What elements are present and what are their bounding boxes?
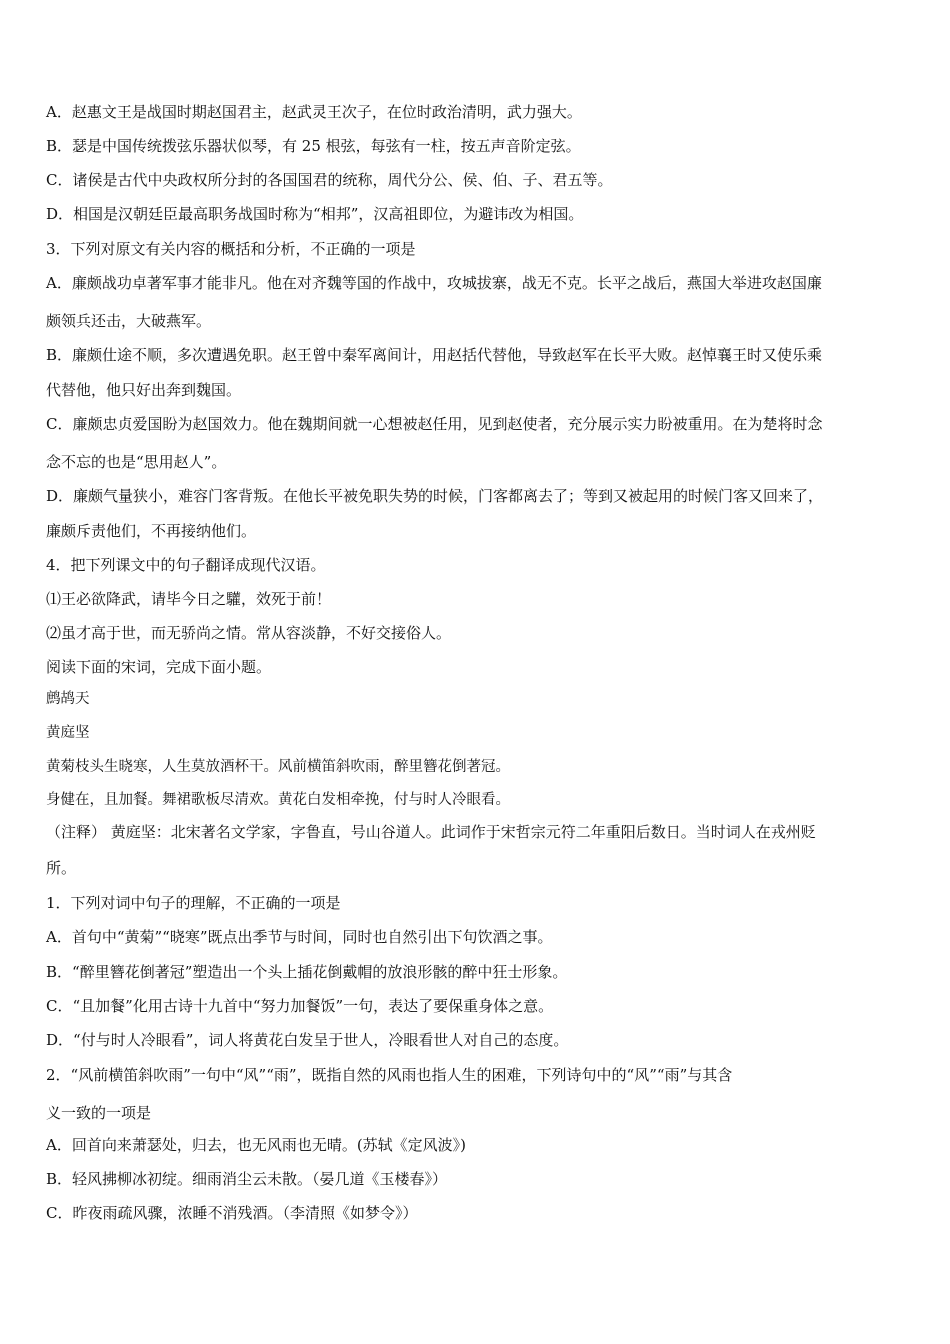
option-a-text: A．赵惠文王是战国时期赵国君主，赵武灵王次子，在位时政治清明，武力强大。 (46, 103, 582, 121)
poem-question-2-line2: 义一致的一项是 (46, 1104, 152, 1122)
pq1-option-b: B．“醉里簪花倒著冠”塑造出一个头上插花倒戴帽的放浪形骸的醉中狂士形象。 (46, 963, 568, 981)
q4-sentence-1: ⑴王必欲降武，请毕今日之驩，效死于前！ (46, 590, 332, 608)
poem-stanza-1: 黄菊枝头生晓寒，人生莫放酒杯干。风前横笛斜吹雨，醉里簪花倒著冠。 (46, 759, 510, 775)
q3-option-d-line1: D．廉颇气量狭小，难容门客背叛。在他长平被免职失势的时候，门客都离去了；等到又被起用的时候门客又回来了， (46, 487, 824, 505)
q3-option-a-line2: 颇领兵还击，大破燕军。 (46, 312, 212, 330)
reading-instruction: 阅读下面的宋词，完成下面小题。 (46, 658, 272, 676)
annotation-line2: 所。 (46, 859, 77, 877)
pq1-option-a: A．首句中“黄菊”“晓寒”既点出季节与时间，同时也自然引出下句饮酒之事。 (46, 928, 553, 946)
option-c-text: C．诸侯是古代中央政权所分封的各国国君的统称，周代分公、侯、伯、子、君五等。 (46, 171, 613, 189)
q3-option-b-line2: 代替他，他只好出奔到魏国。 (46, 381, 242, 399)
pq2-option-a: A．回首向来萧瑟处，归去，也无风雨也无晴。(苏轼《定风波》) (46, 1136, 467, 1154)
option-b-text: B．瑟是中国传统拨弦乐器状似琴，有 25 根弦，每弦有一柱，按五声音阶定弦。 (46, 137, 581, 155)
poem-author: 黄庭坚 (46, 725, 90, 741)
option-d-text: D．相国是汉朝廷臣最高职务战国时称为“相邦”，汉高祖即位，为避讳改为相国。 (46, 205, 584, 223)
poem-stanza-2: 身健在，且加餐。舞裙歌板尽清欢。黄花白发相牵挽，付与时人冷眼看。 (46, 792, 510, 808)
q3-option-d-line2: 廉颇斥责他们，不再接纳他们。 (46, 522, 257, 540)
poem-question-1-stem: 1．下列对词中句子的理解，不正确的一项是 (46, 894, 341, 912)
question-4-stem: 4．把下列课文中的句子翻译成现代汉语。 (46, 556, 326, 574)
q3-option-b-line1: B．廉颇仕途不顺，多次遭遇免职。赵王曾中秦军离间计，用赵括代替他，导致赵军在长平大败。赵悼襄王时又使乐乘 (46, 346, 823, 364)
q3-option-c-line1: C．廉颇忠贞爱国盼为赵国效力。他在魏期间就一心想被赵任用，见到赵使者，充分展示实力盼被重用。在为楚将时念 (46, 415, 823, 433)
pq1-option-d: D．“付与时人冷眼看”，词人将黄花白发呈于世人，冷眼看世人对自己的态度。 (46, 1031, 569, 1049)
question-3-stem: 3．下列对原文有关内容的概括和分析，不正确的一项是 (46, 240, 416, 258)
q4-sentence-2: ⑵虽才高于世，而无骄尚之情。常从容淡静，不好交接俗人。 (46, 624, 452, 642)
pq2-option-c: C．昨夜雨疏风骤，浓睡不消残酒。（李清照《如梦令》） (46, 1204, 418, 1222)
q3-option-c-line2: 念不忘的也是“思用赵人”。 (46, 453, 227, 471)
pq1-option-c: C．“且加餐”化用古诗十九首中“努力加餐饭”一句，表达了要保重身体之意。 (46, 997, 554, 1015)
pq2-option-b: B．轻风拂柳冰初绽。细雨消尘云未散。（晏几道《玉楼春》） (46, 1170, 448, 1188)
annotation-line1: （注释） 黄庭坚：北宋著名文学家，字鲁直，号山谷道人。此词作于宋哲宗元符二年重阳后数日。当时词人在戎州贬 (46, 823, 816, 841)
q3-option-a-line1: A．廉颇战功卓著军事才能非凡。他在对齐魏等国的作战中，攻城拔寨，战无不克。长平之战后，燕国大举进攻赵国廉 (46, 274, 822, 292)
poem-title: 鹧鸪天 (46, 691, 90, 707)
poem-question-2-line1: 2．“风前横笛斜吹雨”一句中“风”“雨”，既指自然的风雨也指人生的困难，下列诗句中的“风”“雨”与其含 (46, 1066, 733, 1084)
